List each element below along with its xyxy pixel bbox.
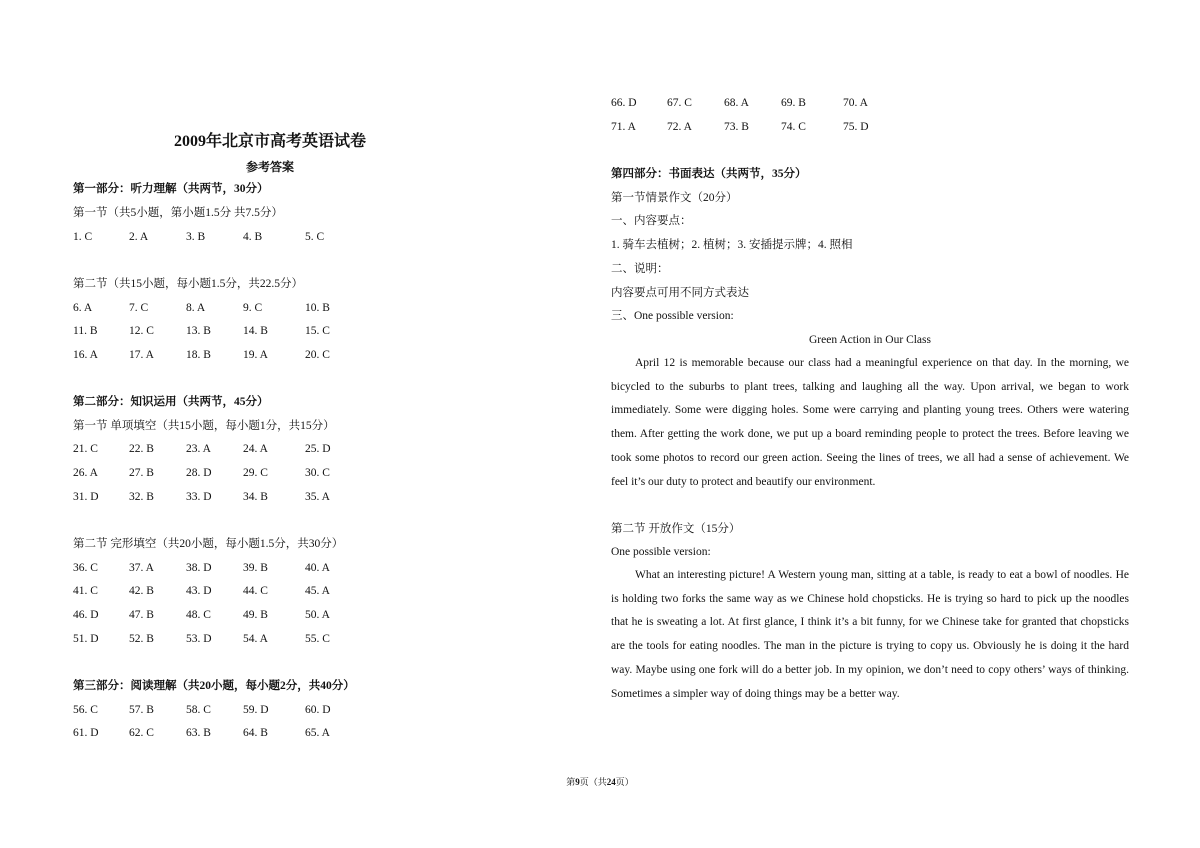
answer-item: 58. C (186, 704, 211, 716)
answer-item: 70. A (843, 97, 868, 109)
answer-item: 3. B (186, 231, 206, 243)
answer-item: 22. B (129, 443, 154, 455)
answer-item: 14. B (243, 325, 268, 337)
answer-row (73, 702, 413, 718)
answer-item: 64. B (243, 727, 268, 739)
answer-item: 38. D (186, 562, 212, 574)
version-label: 三、One possible version: (611, 310, 734, 322)
answer-row (73, 607, 413, 623)
answer-row (73, 560, 413, 576)
answer-item: 33. D (186, 491, 212, 503)
answer-item: 35. A (305, 491, 330, 503)
answer-row (611, 119, 951, 135)
answer-item: 29. C (243, 467, 268, 479)
answer-item: 31. D (73, 491, 99, 503)
answer-item: 16. A (73, 349, 98, 361)
answer-item: 56. C (73, 704, 98, 716)
answer-item: 73. B (724, 121, 749, 133)
answer-row (73, 300, 413, 316)
answer-item: 39. B (243, 562, 268, 574)
answer-item: 23. A (186, 443, 211, 455)
answer-item: 55. C (305, 633, 330, 645)
page-title: 2009年北京市高考英语试卷 (173, 133, 366, 150)
answer-item: 15. C (305, 325, 330, 337)
answer-row (73, 229, 413, 245)
answer-item: 67. C (667, 97, 692, 109)
answer-item: 36. C (73, 562, 98, 574)
answer-row (73, 725, 413, 741)
answer-item: 8. A (186, 302, 206, 314)
answer-row (73, 465, 413, 481)
answer-item: 60. D (305, 704, 331, 716)
answer-item: 72. A (667, 121, 692, 133)
part3-heading: 第三部分：阅读理解（共20小题，每小题2分，共40分） (73, 680, 355, 692)
part1-sec2-heading: 第二节（共15小题，每小题1.5分，共22.5分） (73, 278, 303, 290)
answer-item: 26. A (73, 467, 98, 479)
answer-item: 65. A (305, 727, 330, 739)
footer-page-number: 9 (575, 777, 580, 787)
answer-item: 30. C (305, 467, 330, 479)
answer-item: 43. D (186, 585, 212, 597)
answer-item: 41. C (73, 585, 98, 597)
answer-item: 28. D (186, 467, 212, 479)
notes-label: 二、说明： (611, 263, 669, 275)
part1-heading: 第一部分：听力理解（共两节，30分） (73, 183, 269, 195)
answer-row (73, 489, 413, 505)
answer-item: 9. C (243, 302, 263, 314)
part2-sec2-heading: 第二节 完形填空（共20小题，每小题1.5分，共30分） (73, 538, 344, 550)
answer-item: 24. A (243, 443, 268, 455)
answer-item: 59. D (243, 704, 269, 716)
answer-item: 13. B (186, 325, 211, 337)
part4-sec1-heading: 第一节情景作文（20分） (611, 192, 738, 204)
answer-item: 45. A (305, 585, 330, 597)
answer-item: 5. C (305, 231, 325, 243)
answer-item: 34. B (243, 491, 268, 503)
answer-item: 1. C (73, 231, 93, 243)
answer-item: 27. B (129, 467, 154, 479)
answer-item: 69. B (781, 97, 806, 109)
answer-item: 40. A (305, 562, 330, 574)
page-subtitle: 参考答案 (245, 160, 294, 174)
answer-item: 6. A (73, 302, 93, 314)
answer-item: 75. D (843, 121, 869, 133)
content-points-text: 1. 骑车去植树；2. 植树；3. 安插提示牌；4. 照相 (611, 239, 853, 251)
answer-item: 19. A (243, 349, 268, 361)
answer-item: 42. B (129, 585, 154, 597)
essay1-title: Green Action in Our Class (808, 334, 931, 346)
answer-item: 74. C (781, 121, 806, 133)
answer-item: 4. B (243, 231, 263, 243)
answer-item: 51. D (73, 633, 99, 645)
sec2-version-label: One possible version: (611, 546, 711, 558)
answer-item: 47. B (129, 609, 154, 621)
answer-item: 44. C (243, 585, 268, 597)
answer-item: 53. D (186, 633, 212, 645)
answer-item: 18. B (186, 349, 211, 361)
answer-item: 32. B (129, 491, 154, 503)
part4-heading: 第四部分：书面表达（共两节，35分） (611, 168, 807, 180)
part2-sec1-heading: 第一节 单项填空（共15小题，每小题1分，共15分） (73, 420, 335, 432)
answer-item: 52. B (129, 633, 154, 645)
answer-item: 12. C (129, 325, 154, 337)
essay2-paragraph: What an interesting picture! A Western young man, sitting at a table, is ready to eat a bowl of noodles. He is holding two forks the same way as we Chinese hold chopsticks. He is trying so hard to pick up the noodles that he is sweating a lot. At first glance, I think it’s a bit funny, for we Chinese take for granted that chopsticks are the tools for eating noodles. The man in the picture is trying to copy us. Obviously he is doing it the hard way. Maybe using one fork will do a better job. In my opinion, we don’t need to copy others’ ways of thinking. Sometimes a simpler way of doing things may be a better way. (611, 569, 1129, 700)
answer-item: 7. C (129, 302, 149, 314)
answer-item: 54. A (243, 633, 268, 645)
footer-middle: 页（共 (579, 777, 607, 787)
answer-item: 10. B (305, 302, 330, 314)
answer-item: 68. A (724, 97, 749, 109)
part4-sec2-heading: 第二节 开放作文（15分） (611, 523, 741, 535)
answer-item: 2. A (129, 231, 149, 243)
answer-item: 57. B (129, 704, 154, 716)
answer-item: 46. D (73, 609, 99, 621)
content-points-label: 一、内容要点： (611, 215, 692, 227)
part1-sec1-heading: 第一节（共5小题，第小题1.5分 共7.5分） (73, 207, 283, 219)
part2-heading: 第二部分：知识运用（共两节，45分） (73, 396, 269, 408)
footer-suffix: 页） (615, 777, 634, 787)
answer-item: 21. C (73, 443, 98, 455)
footer-prefix: 第 (566, 777, 576, 787)
answer-row (73, 441, 413, 457)
answer-item: 11. B (73, 325, 98, 337)
answer-item: 61. D (73, 727, 99, 739)
answer-row (611, 95, 951, 111)
essay1-paragraph: April 12 is memorable because our class had a meaningful experience on that day. In the morning, we bicycled to the suburbs to plant trees, talking and laughing all the way. Upon arrival, we began to work immediately. Some were digging holes. Some were carrying and planting young trees. Others were watering them. After getting the work done, we put up a board reminding people to protect the trees. Before leaving we took some photos to record our green action. Seeing the lines of trees, we all had a sense of achievement. We feel it’s our duty to protect and beautify our environment. (611, 357, 1129, 488)
answer-item: 37. A (129, 562, 154, 574)
footer-total-pages: 24 (606, 777, 616, 787)
answer-row (73, 631, 413, 647)
answer-item: 66. D (611, 97, 637, 109)
answer-item: 62. C (129, 727, 154, 739)
answer-item: 25. D (305, 443, 331, 455)
answer-item: 17. A (129, 349, 154, 361)
answer-item: 48. C (186, 609, 211, 621)
answer-row (73, 347, 413, 363)
answer-item: 50. A (305, 609, 330, 621)
answer-item: 71. A (611, 121, 636, 133)
answer-row (73, 323, 413, 339)
page-footer (0, 775, 1200, 788)
notes-text: 内容要点可用不同方式表达 (611, 287, 749, 299)
answer-item: 63. B (186, 727, 211, 739)
answer-item: 20. C (305, 349, 330, 361)
answer-row (73, 583, 413, 599)
answer-item: 49. B (243, 609, 268, 621)
